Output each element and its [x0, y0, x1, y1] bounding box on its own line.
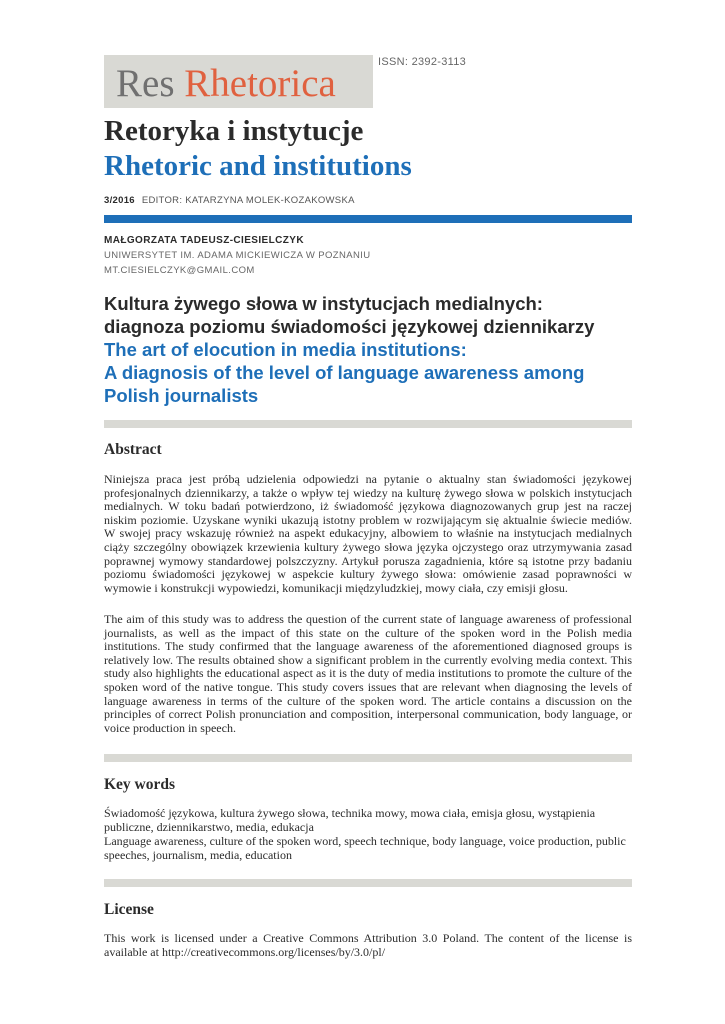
logo-word-rhetorica: Rhetorica	[184, 62, 336, 105]
journal-logo	[116, 60, 336, 108]
author-affiliation: UNIWERSYTET IM. ADAMA MICKIEWICZA W POZNANIU	[104, 250, 371, 261]
article-title-en-line-3: Polish journalists	[104, 385, 259, 406]
abstract-heading: Abstract	[104, 441, 162, 458]
issn: ISSN: 2392-3113	[378, 56, 467, 68]
license-heading: License	[104, 901, 154, 918]
keywords-polish: Świadomość językowa, kultura żywego słowa, technika mowy, mowa ciała, emisja głosu, wystąpienia publiczne, dziennikarstwo, media, edukacja	[104, 806, 596, 834]
article-title	[104, 292, 632, 407]
logo-word-res: Res	[116, 62, 175, 105]
header-divider	[104, 215, 632, 223]
issue-title-english: Rhetoric and institutions	[104, 150, 412, 182]
author-name: MAŁGORZATA TADEUSZ-CIESIELCZYK	[104, 235, 304, 246]
section-divider-license	[104, 879, 632, 887]
article-title-pl-line-1: Kultura żywego słowa w instytucjach medialnych:	[104, 293, 543, 314]
issue-editor: EDITOR: KATARZYNA MOLEK-KOZAKOWSKA	[141, 195, 355, 206]
license-text: This work is licensed under a Creative Commons Attribution 3.0 Poland. The content of the license is available at http://creativecommons.org/licenses/by/3.0/pl/	[104, 931, 632, 959]
issue-number: 3/2016	[104, 195, 135, 206]
author-email: MT.CIESIELCZYK@GMAIL.COM	[104, 265, 255, 276]
abstract-polish: Niniejsza praca jest próbą udzielenia odpowiedzi na pytanie o aktualny stan świadomości językowej profesjonalnych dziennikarzy, a także o wpływ tej wiedzy na kulturę żywego słowa w polskich instytucjach medialnych. W toku badań potwierdzono, iż świadomość językowa diagnozowanych grup jest na raczej niskim poziomie. Uzyskane wyniki ukazują istotny problem w rozwijającym się aktualnie świecie mediów. W swojej pracy wskazuję również na aspekt edukacyjny, albowiem to właśnie na instytucjach medialnych ciąży szczególny obowiązek krzewienia kultury żywego słowa języka ojczystego oraz utrzymywania zasad poprawnej wymowy standardowej polszczyzny. Artykuł porusza zagadnienia, które są istotne przy badaniu poziomu świadomości językowej w aspekcie kultury żywego słowa: omówienie zasad poprawności w wymowie i konstrukcji wypowiedzi, komunikacji międzyludzkiej, mowy ciała, czy emisji głosu.	[104, 472, 632, 595]
section-divider-abstract	[104, 420, 632, 428]
section-divider-keywords	[104, 754, 632, 762]
issue-title-polish: Retoryka i instytucje	[104, 115, 364, 147]
issue-info	[104, 195, 355, 206]
article-title-en-line-1: The art of elocution in media institutions:	[104, 339, 467, 360]
article-title-pl-line-2: diagnoza poziomu świadomości językowej dziennikarzy	[104, 316, 595, 337]
keywords-english: Language awareness, culture of the spoken word, speech technique, body language, voice production, public speeches, journalism, media, education	[104, 834, 626, 862]
article-title-en-line-2: A diagnosis of the level of language awareness among	[104, 362, 585, 383]
keywords-heading: Key words	[104, 776, 176, 793]
abstract-english: The aim of this study was to address the question of the current state of language awareness of professional journalists, as well as the impact of this state on the culture of the spoken word in the Polish media institutions. The study confirmed that the language awareness of the aforementioned diagnosed groups is relatively low. The results obtained show a significant problem in the currently evolving media context. This study also highlights the educational aspect as it is the duty of media institutions to promote the culture of the spoken word of the native tongue. This study covers issues that are relevant when diagnosing the levels of language awareness in terms of the culture of the spoken word. The article contains a discussion on the principles of correct Polish pronunciation and composition, interpersonal communication, body language, or voice production in speech.	[104, 612, 632, 735]
